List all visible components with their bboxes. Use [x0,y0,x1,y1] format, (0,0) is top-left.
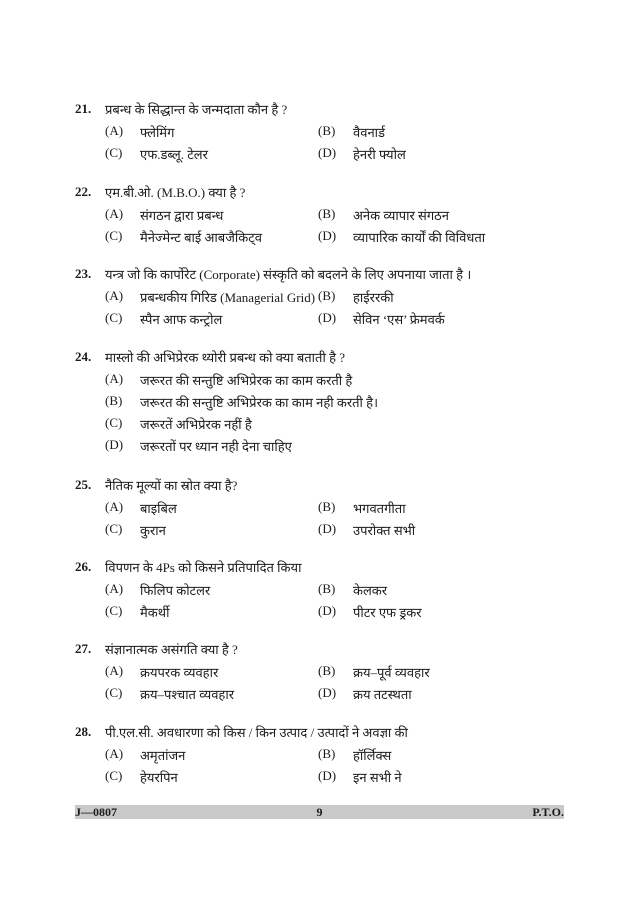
question-text: प्रबन्ध के सिद्धान्त के जन्मदाता कौन है ? [105,102,288,117]
page-number: 9 [316,805,323,819]
question-27 [75,637,565,705]
option-b [318,288,531,306]
option-label: (B) [318,581,336,596]
option-a [105,123,318,141]
option-label: (B) [318,499,336,514]
question-number: 23. [75,266,92,281]
option-text: संगठन द्वारा प्रबन्ध [140,208,224,223]
option-label: (A) [105,581,124,596]
option-b [318,581,531,599]
option-label: (D) [318,521,337,536]
option-text: जरूरतें अभिप्रेरक नहीं है [140,417,252,432]
option-d [105,437,565,455]
option-c [105,145,318,163]
question-text: विपणन के 4Ps को किसने प्रतिपादित किया [105,560,302,575]
option-text: जरूरत की सन्तुष्टि अभिप्रेरक का काम नही करती है। [140,395,378,410]
option-text: मैनेज्मेन्ट बाई आबजैकिट्व [140,230,262,245]
question-text: पी.एल.सी. अवधारणा को किस / किन उत्पाद / उत्पादों ने अवज्ञा की [105,725,408,740]
option-text: वैवनार्ड [353,125,385,140]
option-row [75,766,565,788]
option-c [105,415,565,433]
option-label: (A) [105,499,124,514]
option-row [75,143,565,165]
option-b [318,499,531,517]
option-label: (C) [105,415,123,430]
option-text: क्रय तटस्थता [353,687,412,702]
option-text: बाइबिल [140,501,177,516]
question-number: 24. [75,349,92,364]
question-text: यन्त्र जो कि कार्पोरेट (Corporate) संस्कृति को बदलने के लिए अपनाया जाता है । [105,267,472,282]
option-text: जरूरतों पर ध्यान नही देना चाहिए [140,439,292,454]
option-a [105,499,318,517]
option-text: जरूरत की सन्तुष्टि अभिप्रेरक का काम करती है [140,373,353,388]
option-c [105,310,318,328]
option-text: हॉर्लिक्स [353,748,392,763]
option-row [75,413,565,435]
option-text: फ्लेमिंग [140,125,175,140]
option-text: स्पैन आफ कन्ट्रोल [140,312,223,327]
option-d [318,685,531,703]
option-c [105,603,318,621]
option-label: (C) [105,768,123,783]
question-header [75,720,565,744]
question-text: नैतिक मूल्यों का स्रोत क्या है? [105,478,238,493]
question-text: संज्ञानात्मक असंगति क्या है ? [105,642,238,657]
question-header [75,180,565,204]
option-label: (C) [105,603,123,618]
option-label: (B) [318,288,336,303]
option-text: एफ.डब्लू. टेलर [140,147,208,162]
question-28 [75,720,565,788]
option-row [75,308,565,330]
option-row [75,204,565,226]
option-text: क्रय–पूर्व व्यवहार [353,665,430,680]
option-b [318,206,531,224]
option-text: हेनरी फ्योल [353,147,406,162]
option-label: (C) [105,145,123,160]
option-text: केलकर [353,583,388,598]
option-label: (B) [318,123,336,138]
option-label: (D) [318,145,337,160]
question-number: 25. [75,477,92,492]
question-header [75,637,565,661]
question-header [75,473,565,497]
question-header [75,555,565,579]
option-label: (D) [318,228,337,243]
option-a [105,581,318,599]
option-c [105,521,318,539]
option-label: (C) [105,521,123,536]
question-23 [75,262,565,330]
option-text: इन सभी ने [353,770,402,785]
option-b [105,393,565,411]
option-a [105,746,318,764]
option-text: अमृतांजन [140,748,186,763]
option-row [75,601,565,623]
option-text: क्रय–पश्चात व्यवहार [140,687,235,702]
option-row [75,519,565,541]
option-row [75,226,565,248]
option-label: (A) [105,206,124,221]
option-text: फिलिप कोटलर [140,583,211,598]
question-26 [75,555,565,623]
option-label: (C) [105,310,123,325]
option-text: अनेक व्यापार संगठन [353,208,449,223]
option-label: (A) [105,746,124,761]
option-text: प्रबन्धकीय गिरिड (Managerial Grid) [140,290,316,305]
option-d [318,603,531,621]
option-d [318,228,531,246]
option-d [318,768,531,786]
question-24 [75,345,565,457]
option-row [75,286,565,308]
option-row [75,744,565,766]
question-header [75,262,565,286]
option-row [75,579,565,601]
option-label: (B) [318,746,336,761]
question-22 [75,180,565,248]
option-a [105,288,318,306]
option-text: कुरान [140,523,166,538]
option-label: (D) [318,685,337,700]
question-number: 22. [75,184,92,199]
option-row [75,369,565,391]
option-text: हेयरपिन [140,770,178,785]
option-row [75,391,565,413]
option-d [318,521,531,539]
option-text: क्रयपरक व्यवहार [140,665,219,680]
option-label: (B) [318,206,336,221]
question-number: 28. [75,724,92,739]
option-label: (A) [105,371,124,386]
option-b [318,746,531,764]
option-row [75,661,565,683]
option-row [75,121,565,143]
option-c [105,768,318,786]
option-text: मैकर्थी [140,605,170,620]
option-text: उपरोक्त सभी [353,523,416,538]
question-header [75,97,565,121]
option-label: (D) [105,437,124,452]
page-footer [75,805,564,819]
question-number: 27. [75,641,92,656]
option-text: भगवतगीता [353,501,406,516]
option-row [75,435,565,457]
option-label: (C) [105,228,123,243]
option-label: (D) [318,768,337,783]
option-a [105,371,565,389]
option-label: (B) [318,663,336,678]
paper-code: J—0807 [75,805,117,819]
option-label: (D) [318,603,337,618]
option-b [318,123,531,141]
option-label: (C) [105,685,123,700]
option-text: व्यापारिक कार्यों की विविधता [353,230,486,245]
option-label: (B) [105,393,123,408]
option-label: (A) [105,288,124,303]
option-text: हाईररकी [353,290,394,305]
option-label: (A) [105,663,124,678]
question-25 [75,473,565,541]
option-d [318,145,531,163]
option-c [105,228,318,246]
pto-note: P.T.O. [532,805,564,819]
option-text: पीटर एफ ड्रकर [353,605,422,620]
option-text: सेविन ‘एस’ फ्रेमवर्क [353,312,445,327]
question-number: 21. [75,101,92,116]
option-label: (A) [105,123,124,138]
question-header [75,345,565,369]
question-number: 26. [75,559,92,574]
option-c [105,685,318,703]
question-21 [75,97,565,165]
option-b [318,663,531,681]
option-a [105,663,318,681]
option-row [75,683,565,705]
option-row [75,497,565,519]
option-d [318,310,531,328]
question-text: मास्लो की अभिप्रेरक थ्योरी प्रबन्ध को क्या बताती है ? [105,350,346,365]
option-a [105,206,318,224]
option-label: (D) [318,310,337,325]
question-text: एम.बी.ओ. (M.B.O.) क्या है ? [105,185,246,200]
